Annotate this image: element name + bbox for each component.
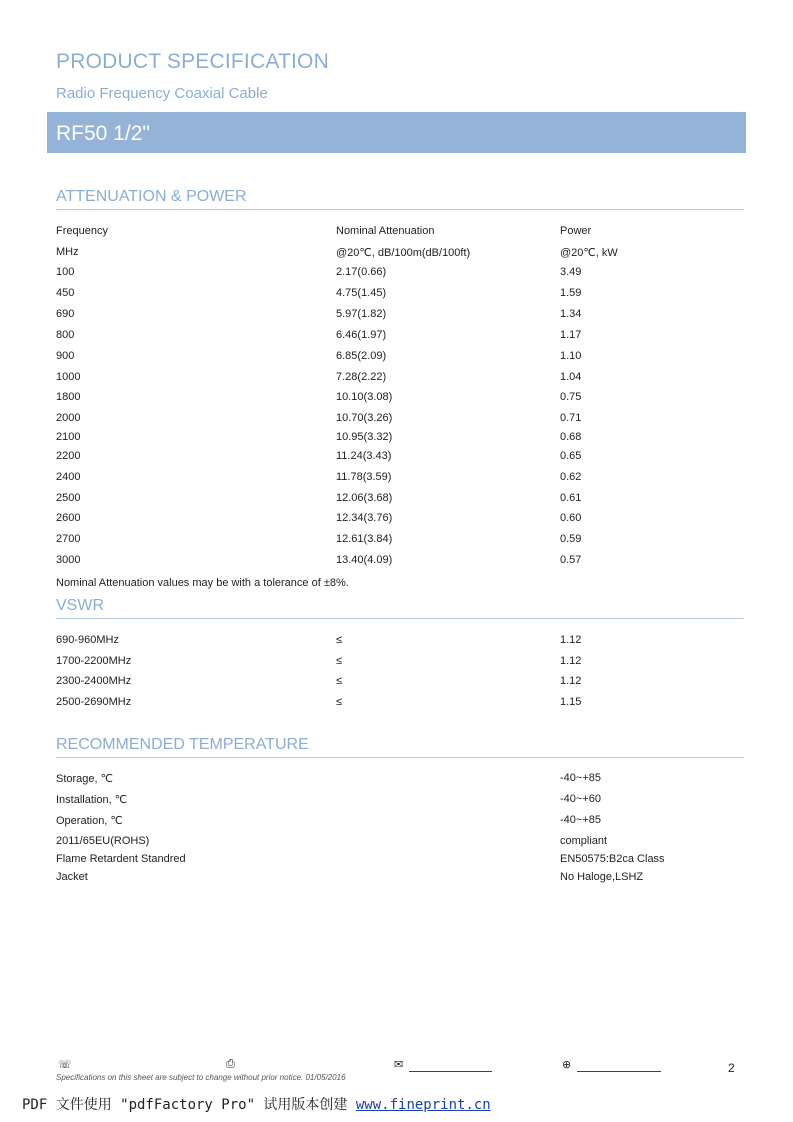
temperature-row [56,853,744,871]
table-cell: 0.68 [560,431,582,443]
table-cell: 12.61(3.84) [336,533,393,545]
vswr-row [56,696,744,714]
table-cell: 0.57 [560,554,582,566]
phone-icon: ☏ [58,1059,72,1071]
attenuation-row [56,350,744,368]
table-cell: Installation, ℃ [56,794,128,806]
table-cell: 4.75(1.45) [336,287,387,299]
attenuation-row [56,329,744,347]
table-cell: 1.15 [560,696,582,708]
table-cell: 2100 [56,431,81,443]
attenuation-row [56,554,744,572]
table-cell: 2.17(0.66) [336,266,387,278]
table-cell: 1.12 [560,675,582,687]
table-cell: No Haloge,LSHZ [560,871,644,883]
table-cell: 5.97(1.82) [336,308,387,320]
section-divider [56,618,744,619]
attenuation-units-row [56,246,744,264]
attenuation-row [56,391,744,409]
table-cell: 1000 [56,371,81,383]
attenuation-row [56,431,744,449]
table-cell: 10.70(3.26) [336,412,393,424]
table-cell: 0.61 [560,492,582,504]
vswr-row [56,675,744,693]
table-cell: 1.04 [560,371,582,383]
section-divider [56,209,744,210]
table-cell: 2000 [56,412,81,424]
temperature-row [56,814,744,832]
table-cell: ≤ [336,634,343,646]
unit-power: @20℃, kW [560,247,618,259]
table-cell: 0.71 [560,412,582,424]
mail-line [409,1071,492,1072]
fineprint-link[interactable]: www.fineprint.cn [355,1097,491,1113]
table-cell: ≤ [336,655,343,667]
attenuation-row [56,471,744,489]
table-cell: 900 [56,350,75,362]
table-cell: 690 [56,308,75,320]
attenuation-row [56,287,744,305]
table-cell: 2700 [56,533,81,545]
col-header-attenuation: Nominal Attenuation [336,225,435,237]
attenuation-note: Nominal Attenuation values may be with a tolerance of ±8%. [56,577,349,589]
pdf-watermark-text: PDF 文件使用 "pdfFactory Pro" 试用版本创建 [22,1097,348,1113]
table-cell: 10.10(3.08) [336,391,393,403]
table-cell: -40~+85 [560,772,601,784]
col-header-power: Power [560,225,592,237]
table-cell: 12.34(3.76) [336,512,393,524]
table-cell: 2500 [56,492,81,504]
table-cell: 1.12 [560,655,582,667]
table-cell: 1.12 [560,634,582,646]
table-cell: 0.65 [560,450,582,462]
attenuation-section-title: ATTENUATION & POWER [56,188,247,205]
temperature-row [56,871,744,889]
temperature-section-title: RECOMMENDED TEMPERATURE [56,736,309,753]
table-cell: 2400 [56,471,81,483]
attenuation-row [56,492,744,510]
table-cell: 0.60 [560,512,582,524]
table-cell: 2600 [56,512,81,524]
table-cell: 6.46(1.97) [336,329,387,341]
model-name: RF50 1/2" [56,122,150,145]
mail-icon: ✉ [394,1059,404,1071]
table-cell: 1.34 [560,308,582,320]
attenuation-row [56,266,744,284]
attenuation-row [56,371,744,389]
pdf-watermark-line [22,1094,491,1114]
footer-disclaimer: Specifications on this sheet are subject to change without prior notice. 01/05/2016 [56,1073,346,1082]
table-cell: 0.62 [560,471,582,483]
table-cell: 11.78(3.59) [336,471,392,483]
table-cell: ≤ [336,675,343,687]
table-cell: 6.85(2.09) [336,350,387,362]
attenuation-row [56,533,744,551]
model-banner [47,112,746,153]
table-cell: 12.06(3.68) [336,492,393,504]
document-title: PRODUCT SPECIFICATION [56,50,329,73]
temperature-row [56,793,744,811]
table-cell: 2011/65EU(ROHS) [56,835,150,847]
vswr-row [56,634,744,652]
table-cell: compliant [560,835,608,847]
table-cell: 800 [56,329,75,341]
document-subtitle: Radio Frequency Coaxial Cable [56,85,268,102]
unit-frequency: MHz [56,246,79,258]
attenuation-row [56,412,744,430]
table-cell: 2200 [56,450,81,462]
attenuation-row [56,308,744,326]
section-divider [56,757,744,758]
globe-icon: ⊕ [562,1059,572,1071]
temperature-row [56,772,744,790]
unit-attenuation: @20℃, dB/100m(dB/100ft) [336,247,471,259]
table-cell: 2300-2400MHz [56,675,132,687]
table-cell: 3.49 [560,266,582,278]
col-header-frequency: Frequency [56,225,108,237]
vswr-section-title: VSWR [56,597,104,614]
table-cell: Flame Retardent Standred [56,853,186,865]
table-cell: 1800 [56,391,81,403]
table-cell: 7.28(2.22) [336,371,387,383]
table-cell: -40~+85 [560,814,601,826]
table-cell: 690-960MHz [56,634,119,646]
table-cell: 1.17 [560,329,582,341]
table-cell: Storage, ℃ [56,773,113,785]
table-cell: 10.95(3.32) [336,431,393,443]
vswr-row [56,655,744,673]
printer-icon: ⎙ [226,1058,235,1070]
attenuation-header-row [56,225,744,243]
table-cell: 3000 [56,554,81,566]
table-cell: EN50575:B2ca Class [560,853,665,865]
table-cell: 11.24(3.43) [336,450,392,462]
table-cell: 1.10 [560,350,582,362]
table-cell: -40~+60 [560,793,601,805]
table-cell: ≤ [336,696,343,708]
table-cell: 2500-2690MHz [56,696,132,708]
web-line [577,1071,661,1072]
table-cell: 1.59 [560,287,582,299]
table-cell: 450 [56,287,75,299]
attenuation-row [56,512,744,530]
attenuation-row [56,450,744,468]
table-cell: 0.59 [560,533,582,545]
table-cell: 0.75 [560,391,582,403]
table-cell: 100 [56,266,75,278]
table-cell: Jacket [56,871,88,883]
page-number: 2 [728,1061,735,1075]
table-cell: 13.40(4.09) [336,554,393,566]
temperature-row [56,835,744,853]
table-cell: Operation, ℃ [56,815,123,827]
table-cell: 1700-2200MHz [56,655,132,667]
